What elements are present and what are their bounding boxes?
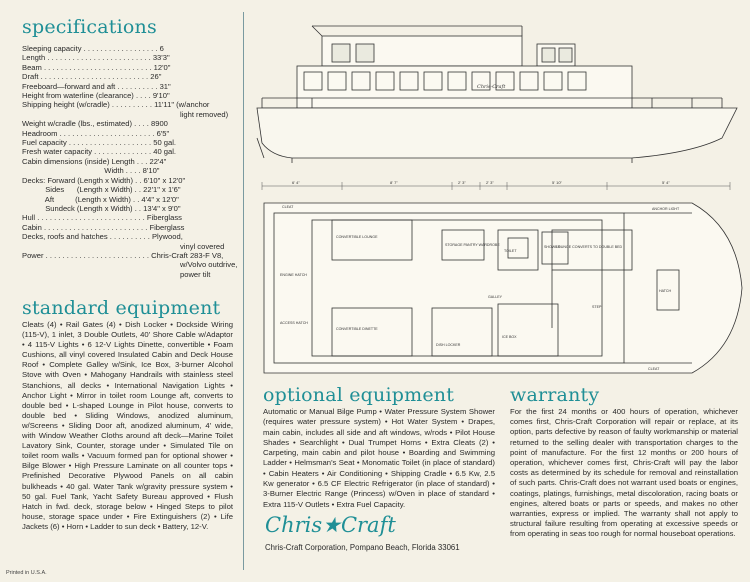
spec-row-text: Length . . . . . . . . . . . . . . . . . . . . . . . . . 33'3" <box>22 53 170 63</box>
spec-row <box>22 176 262 185</box>
dim-label-3: 2' 3" <box>458 180 466 185</box>
dim-label-4: 2' 3" <box>486 180 494 185</box>
dim-label-1: 6' 4" <box>292 180 300 185</box>
plan-label-anchor-light: ANCHOR LIGHT <box>652 207 680 211</box>
spec-row-text: Beam . . . . . . . . . . . . . . . . . . . . . . . . . . 12'0" <box>22 62 171 72</box>
profile-logo: Chris-Craft <box>477 84 506 90</box>
spec-row <box>22 44 262 53</box>
spec-row-text: Draft . . . . . . . . . . . . . . . . . . . . . . . . . . 26" <box>22 72 162 82</box>
spec-row-text: Aft (Length x Width) . . 4'4" x 12'0" <box>22 194 179 204</box>
plan-label-pantry: STORAGE PANTRY WARDROBE <box>445 243 500 247</box>
spec-row-text: Decks: Forward (Length x Width) . . 6'10" x 12'0" <box>22 175 186 185</box>
spec-row-text: Width . . . . 8'10" <box>22 166 160 176</box>
spec-row-text: Weight w/cradle (lbs., estimated) . . . . 8900 <box>22 119 168 129</box>
plan-label-dish-locker: DISH LOCKER <box>436 343 461 347</box>
spec-row <box>22 91 262 100</box>
spec-row <box>22 138 262 147</box>
dim-label-6: 5' 4" <box>662 180 670 185</box>
spec-row <box>22 270 262 279</box>
spec-row <box>22 157 262 166</box>
plan-label-cleat-top: CLEAT <box>282 205 294 209</box>
spec-row-text: Hull . . . . . . . . . . . . . . . . . . . . . . . . . . Fiberglass <box>22 213 182 223</box>
plan-label-lounge: LOUNGE CONVERTS TO DOUBLE BED <box>556 245 623 249</box>
plan-label-galley: GALLEY <box>488 295 502 299</box>
boat-drawings <box>252 8 747 383</box>
plan-label-ice-box: ICE BOX <box>502 335 517 339</box>
spec-row-text: Decks, roofs and hatches . . . . . . . . . . Plywood, <box>22 232 183 242</box>
warranty-heading: warranty <box>510 384 600 406</box>
spec-row-text: Shipping height (w/cradle) . . . . . . . . . . 11'11" (w/anchor <box>22 100 210 110</box>
spec-row <box>22 232 262 251</box>
spec-row <box>22 100 262 119</box>
spec-row <box>22 63 262 72</box>
column-divider <box>243 12 244 570</box>
spec-row <box>22 72 262 81</box>
specifications-heading: specifications <box>22 16 157 38</box>
spec-row-text: Sundeck (Length x Width) . . 13'4" x 9'0" <box>22 203 181 213</box>
warranty-text: For the first 24 months or 400 hours of operation, whichever comes first, Chris-Craft Corporation will repair or replace, at its option, parts defective by reason of faulty workmanship or material returned to the selling dealer with transportation charges to the point of manufacture. For the first 12 months or 200 hours of operation, whichever comes first, Chris-Craft will pay the labor costs as determined by its schedule for removal and reinstallation of such parts. Chris-Craft does not warrant used boats or engines, coatings, platings, furnishings, metal discoloration, racing boats or engines, altered boats or parts or speeds, and makes no other warranties, express or implied. The warranty shall not apply to structural failure resulting from operating at excessive speeds or from operating in seas too rough for normal houseboat operations. <box>510 407 738 539</box>
boat-profile-and-plan <box>252 8 747 383</box>
spec-row <box>22 204 262 213</box>
plan-label-hatch: HATCH <box>659 289 672 293</box>
spec-row <box>22 82 262 91</box>
spec-row <box>22 53 262 62</box>
dim-label-5: 5' 10" <box>552 180 562 185</box>
boat-profile-drawing <box>257 26 737 163</box>
spec-row-text: Freeboard—forward and aft . . . . . . . . . . 31" <box>22 81 171 91</box>
specifications-list <box>22 44 262 279</box>
spec-row <box>22 213 262 222</box>
spec-row-note: vinyl covered <box>180 241 225 251</box>
spec-row <box>22 185 262 194</box>
optional-equipment-heading: optional equipment <box>263 384 455 406</box>
chris-craft-logo: Chris★Craft <box>265 513 396 537</box>
spec-row-text: Fresh water capacity . . . . . . . . . . . . . . 40 gal. <box>22 147 177 157</box>
spec-row-text: Sides (Length x Width) . . 22'1" x 1'6" <box>22 185 181 195</box>
plan-label-access-hatch: ACCESS HATCH <box>280 321 308 325</box>
plan-label-shower: SHOWER <box>544 245 561 249</box>
spec-row-text: Headroom . . . . . . . . . . . . . . . . . . . . . . . 6'5" <box>22 128 170 138</box>
standard-equipment-text: Cleats (4) • Rail Gates (4) • Dish Locker • Dockside Wiring (115-V), 1 inlet, 3 Double Outlets, 40' Shore Cable w/Adaptor • 4 115-V Lights • 6 12-V Lights Dinette, convertible • Foam Cushions, all vinyl covered Insulated Cabin and Deck House Roof • Complete Galley w/Sink, Ice Box, 3-burner Alcohol Stove with Oven • Mahogany Handrails with stainless steel Stanchions, all decks • International Navigation Lights • Anchor Light • Mirror in toilet room Lounge aft, converts to double bed • L-shaped Lounge in Pilot house, converts to double bed • Sliding Windows, anodized aluminum, w/Screens • Sliding Door aft, anodized aluminum, 4' wide, with Window Weather Cloths around aft deck—Marine Toilet Lavatory Sink, Counter, storage under • Simulated Tile on toilet room walls • Vacuum formed pan for optional shower • Bilge Blower • High Pressure Laminate on all counter tops • Prefinished Decorative Plywood Panels on all cabin bulkheads • 40 gal. Water Tank w/gravity pressure system • 50 gal. Fuel Tank, Yacht Safety Bureau approved • Flush Hatch in fwd. deck, storage below • Hinged Steps to pilot house, storage space under • Fire Extinguishers (2) • Life Jackets (6) • Horn • Ladder to sun deck • Battery, 12-V. <box>22 320 233 531</box>
plan-label-dinette-lower: CONVERTIBLE DINETTE <box>336 327 378 331</box>
spec-row <box>22 223 262 232</box>
spec-row-note: light removed) <box>180 109 229 119</box>
plan-label-step: STEP <box>592 305 602 309</box>
company-address: Chris-Craft Corporation, Pompano Beach, Florida 33061 <box>265 543 460 552</box>
plan-label-dinette: CONVERTIBLE LOUNGE <box>336 235 378 239</box>
plan-label-toilet: TOILET <box>504 249 517 253</box>
spec-row-note: w/Volvo outdrive, <box>180 260 238 270</box>
spec-row-text: Power . . . . . . . . . . . . . . . . . . . . . . . . . Chris-Craft 283-F V8, <box>22 250 224 260</box>
spec-row-note: power tilt <box>180 269 211 279</box>
floor-plan-drawing <box>264 203 742 373</box>
spec-row-text: Sleeping capacity . . . . . . . . . . . . . . . . . . 6 <box>22 44 164 53</box>
spec-row <box>22 147 262 156</box>
plan-label-engine-hatch: ENGINE HATCH <box>280 273 307 277</box>
plan-label-cleat-bottom: CLEAT <box>648 367 660 371</box>
dim-label-2: 8' 7" <box>390 180 398 185</box>
optional-equipment-text: Automatic or Manual Bilge Pump • Water Pressure System Shower (requires water pressure system) • Hot Water System • Drapes, main cabin, includes all side and aft windows, w/rods • Pilot House Shades • Searchlight • Dual Trumpet Horns • Extra Cleats (2) • Carpeting, main cabin and pilot house • Boarding and Swimming Ladder • Helmsman's Seat • Monomatic Toilet (in place of standard) • Cabin Heaters • Air Conditioning • Shipping Cradle • 6.5 Kw, 2.5 Kw generator • 6.5 CF Electric Refrigerator (in place of standard) • 3-Burner Electric Range (Princess) w/Oven in place of standard • Extra 115-V Outlets • Extra Fuel Capacity. <box>263 407 495 509</box>
spec-row-text: Height from waterline (clearance) . . . . 9'10" <box>22 91 170 101</box>
printed-in-usa: Printed in U.S.A. <box>6 570 47 576</box>
spec-row-text: Fuel capacity . . . . . . . . . . . . . . . . . . . . 50 gal. <box>22 138 177 148</box>
standard-equipment-heading: standard equipment <box>22 297 221 319</box>
spec-row <box>22 195 262 204</box>
spec-row-text: Cabin dimensions (inside) Length . . . 22'4" <box>22 156 167 166</box>
spec-row <box>22 166 262 175</box>
spec-row <box>22 251 262 270</box>
spec-row-text: Cabin . . . . . . . . . . . . . . . . . . . . . . . . . Fiberglass <box>22 222 185 232</box>
spec-row <box>22 129 262 138</box>
spec-row <box>22 119 262 128</box>
dimension-line <box>262 182 730 190</box>
